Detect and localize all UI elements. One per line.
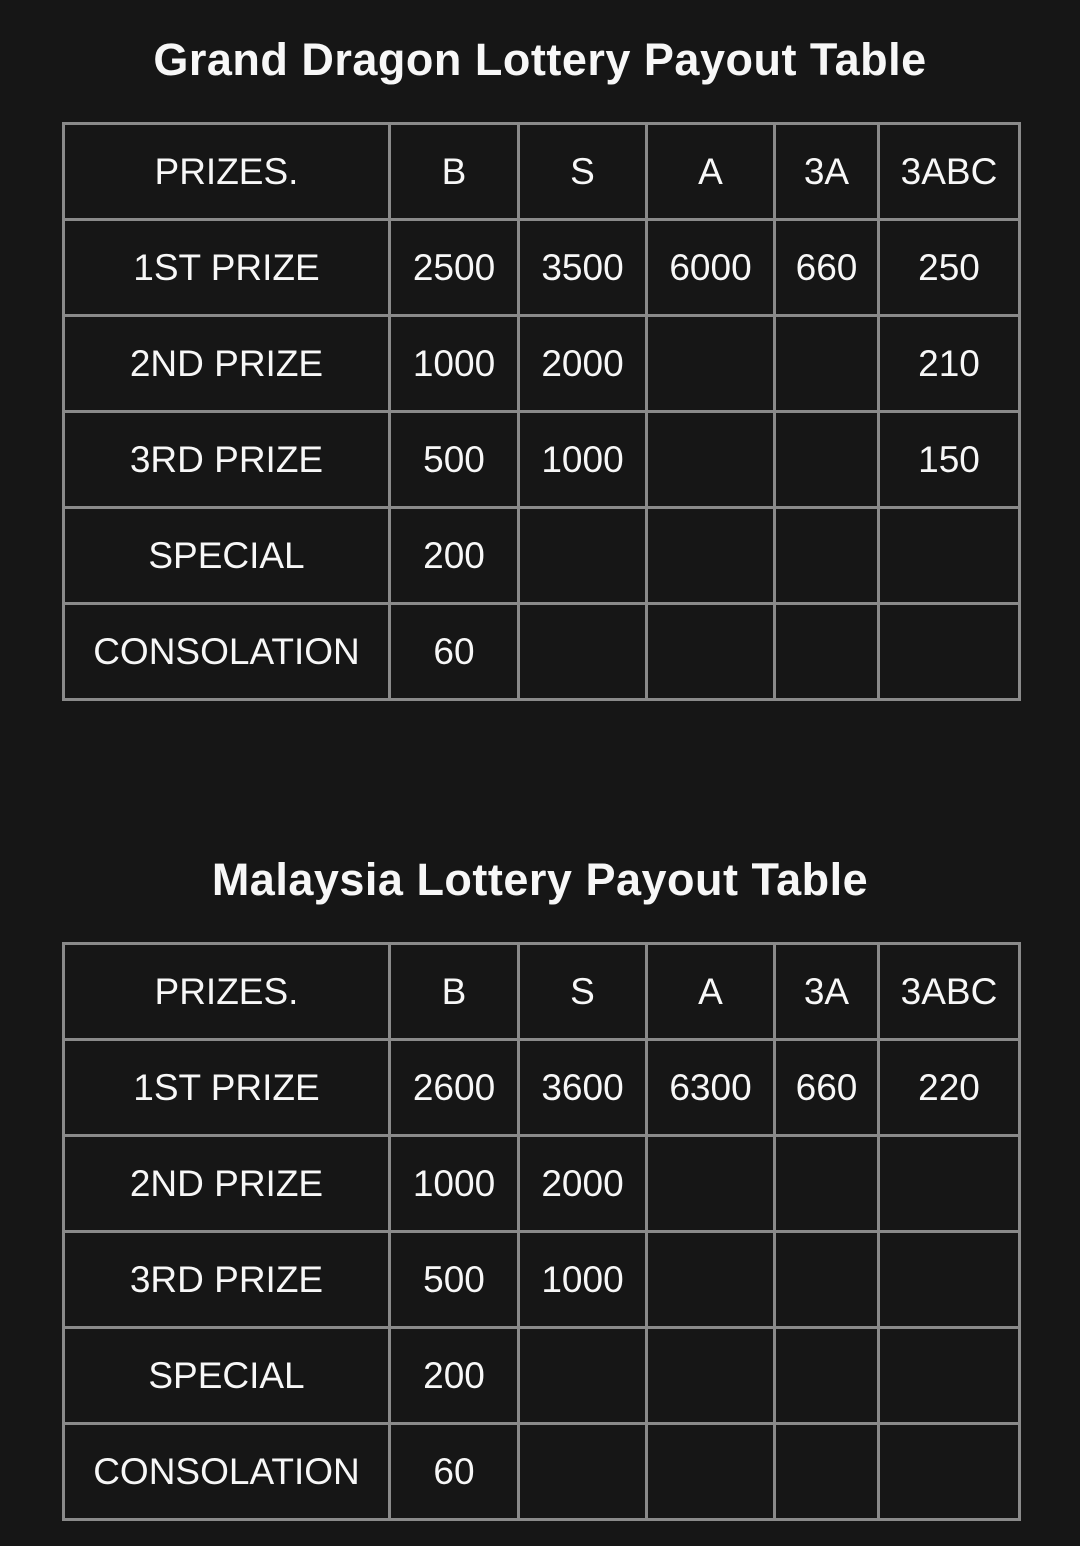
value-cell	[519, 604, 647, 700]
row-label-cell: SPECIAL	[64, 508, 390, 604]
table-row	[64, 412, 1020, 508]
value-cell	[775, 316, 879, 412]
value-cell: 500	[390, 1232, 519, 1328]
value-cell	[879, 508, 1020, 604]
page-title: Grand Dragon Lottery Payout Table	[153, 34, 927, 85]
header-cell-b: B	[390, 124, 519, 220]
value-cell	[879, 1232, 1020, 1328]
value-cell	[647, 1328, 775, 1424]
table-header-row	[64, 944, 1020, 1040]
header-cell-prizes: PRIZES.	[64, 944, 390, 1040]
row-label-cell: SPECIAL	[64, 1328, 390, 1424]
row-label-cell: 3RD PRIZE	[64, 412, 390, 508]
value-cell	[647, 1232, 775, 1328]
header-cell-s: S	[519, 944, 647, 1040]
value-cell: 2600	[390, 1040, 519, 1136]
value-cell	[647, 604, 775, 700]
value-cell: 500	[390, 412, 519, 508]
row-label-cell: 1ST PRIZE	[64, 220, 390, 316]
value-cell: 660	[775, 1040, 879, 1136]
value-cell: 220	[879, 1040, 1020, 1136]
table-row	[64, 1040, 1020, 1136]
row-label-cell: 2ND PRIZE	[64, 316, 390, 412]
header-cell-prizes: PRIZES.	[64, 124, 390, 220]
grand-dragon-section	[0, 33, 1080, 701]
value-cell: 1000	[390, 1136, 519, 1232]
value-cell: 2500	[390, 220, 519, 316]
value-cell	[519, 1328, 647, 1424]
row-label-cell: 1ST PRIZE	[64, 1040, 390, 1136]
table-row	[64, 508, 1020, 604]
value-cell	[879, 1328, 1020, 1424]
header-cell-a: A	[647, 944, 775, 1040]
value-cell: 2000	[519, 1136, 647, 1232]
row-label-cell: 3RD PRIZE	[64, 1232, 390, 1328]
value-cell: 6000	[647, 220, 775, 316]
value-cell	[647, 412, 775, 508]
value-cell	[775, 1136, 879, 1232]
value-cell	[879, 1136, 1020, 1232]
value-cell: 2000	[519, 316, 647, 412]
header-cell-3abc: 3ABC	[879, 124, 1020, 220]
value-cell	[879, 1424, 1020, 1520]
value-cell: 150	[879, 412, 1020, 508]
table-row	[64, 220, 1020, 316]
value-cell: 6300	[647, 1040, 775, 1136]
header-cell-s: S	[519, 124, 647, 220]
value-cell: 1000	[519, 412, 647, 508]
value-cell	[775, 1232, 879, 1328]
value-cell: 1000	[390, 316, 519, 412]
value-cell: 250	[879, 220, 1020, 316]
table-row	[64, 1424, 1020, 1520]
page-title: Malaysia Lottery Payout Table	[211, 854, 869, 905]
value-cell: 200	[390, 1328, 519, 1424]
header-cell-b: B	[390, 944, 519, 1040]
malaysia-payout-table	[62, 942, 1021, 1521]
row-label-cell: CONSOLATION	[64, 1424, 390, 1520]
header-cell-3a: 3A	[775, 944, 879, 1040]
value-cell	[647, 508, 775, 604]
header-cell-3a: 3A	[775, 124, 879, 220]
value-cell	[647, 1136, 775, 1232]
header-cell-a: A	[647, 124, 775, 220]
value-cell: 1000	[519, 1232, 647, 1328]
row-label-cell: CONSOLATION	[64, 604, 390, 700]
header-cell-3abc: 3ABC	[879, 944, 1020, 1040]
value-cell: 3500	[519, 220, 647, 316]
value-cell	[879, 604, 1020, 700]
table-row	[64, 1136, 1020, 1232]
table-row	[64, 316, 1020, 412]
value-cell	[647, 316, 775, 412]
value-cell	[775, 508, 879, 604]
value-cell: 3600	[519, 1040, 647, 1136]
value-cell: 200	[390, 508, 519, 604]
table-row	[64, 1232, 1020, 1328]
value-cell	[775, 1424, 879, 1520]
value-cell	[775, 1328, 879, 1424]
value-cell: 60	[390, 1424, 519, 1520]
value-cell	[775, 412, 879, 508]
table-row	[64, 604, 1020, 700]
value-cell	[775, 604, 879, 700]
row-label-cell: 2ND PRIZE	[64, 1136, 390, 1232]
value-cell: 210	[879, 316, 1020, 412]
table-row	[64, 1328, 1020, 1424]
value-cell	[647, 1424, 775, 1520]
grand-dragon-payout-table	[62, 122, 1021, 701]
malaysia-section	[0, 853, 1080, 1521]
value-cell	[519, 508, 647, 604]
value-cell	[519, 1424, 647, 1520]
table-header-row	[64, 124, 1020, 220]
value-cell: 660	[775, 220, 879, 316]
value-cell: 60	[390, 604, 519, 700]
